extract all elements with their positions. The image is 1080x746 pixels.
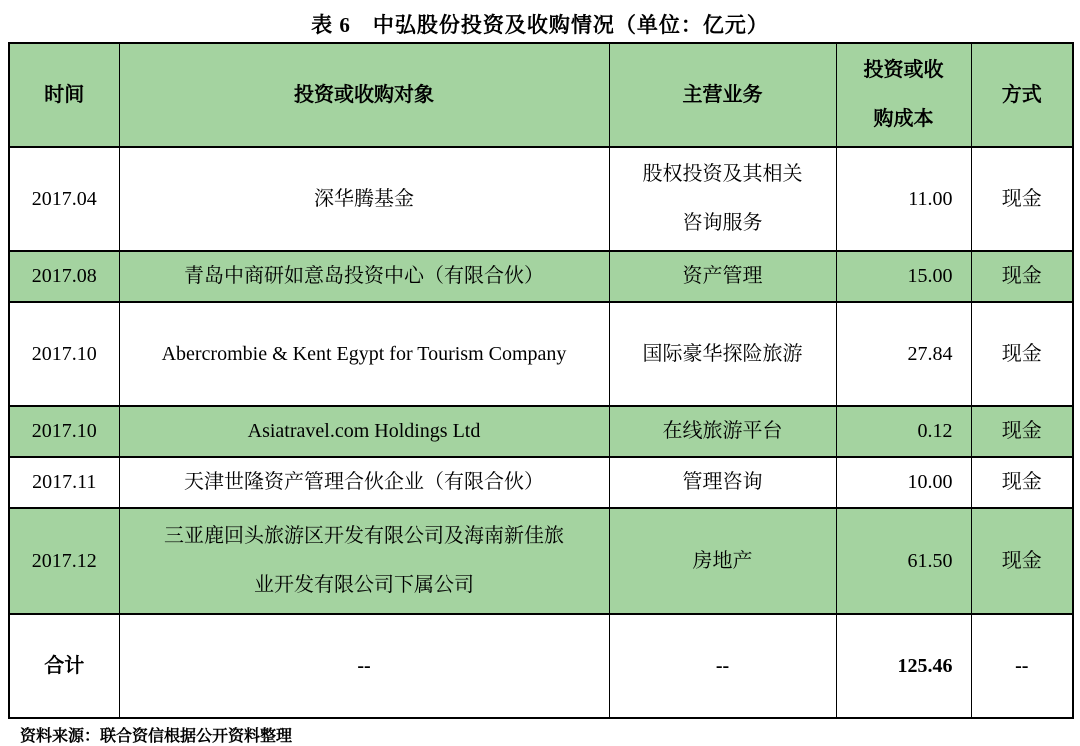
- header-row: [9, 43, 1073, 147]
- cell-time: 2017.08: [9, 251, 119, 302]
- cell-business: 管理咨询: [609, 457, 836, 508]
- table-row: [9, 457, 1073, 508]
- cell-business: 国际豪华探险旅游: [609, 302, 836, 406]
- total-label: 合计: [9, 614, 119, 718]
- cell-target: 青岛中商研如意岛投资中心（有限合伙）: [119, 251, 609, 302]
- table-row: [9, 508, 1073, 614]
- table-total: [9, 614, 1073, 718]
- table-header: [9, 43, 1073, 147]
- cell-target: Asiatravel.com Holdings Ltd: [119, 406, 609, 457]
- cell-cost: 61.50: [836, 508, 971, 614]
- cell-method: 现金: [971, 147, 1073, 251]
- total-row: [9, 614, 1073, 718]
- cell-method: 现金: [971, 251, 1073, 302]
- data-source-note: 资料来源：联合资信根据公开资料整理: [20, 728, 293, 745]
- table-row: [9, 251, 1073, 302]
- cell-cost: 27.84: [836, 302, 971, 406]
- header-target: 投资或收购对象: [119, 43, 609, 147]
- header-cost: 投资或收购成本: [836, 43, 971, 147]
- header-time: 时间: [9, 43, 119, 147]
- cell-time: 2017.11: [9, 457, 119, 508]
- total-target: --: [119, 614, 609, 718]
- cell-target: 天津世隆资产管理合伙企业（有限合伙）: [119, 457, 609, 508]
- cell-method: 现金: [971, 302, 1073, 406]
- cell-target: Abercrombie & Kent Egypt for Tourism Company: [119, 302, 609, 406]
- header-method: 方式: [971, 43, 1073, 147]
- cell-business: 房地产: [609, 508, 836, 614]
- cell-cost: 10.00: [836, 457, 971, 508]
- cell-business: 资产管理: [609, 251, 836, 302]
- cell-cost: 11.00: [836, 147, 971, 251]
- total-cost: 125.46: [836, 614, 971, 718]
- table-body: [9, 147, 1073, 614]
- cell-target: 三亚鹿回头旅游区开发有限公司及海南新佳旅业开发有限公司下属公司: [119, 508, 609, 614]
- header-business: 主营业务: [609, 43, 836, 147]
- table-title: 表 6 中弘股份投资及收购情况（单位：亿元）: [311, 13, 769, 37]
- cell-time: 2017.10: [9, 302, 119, 406]
- cell-time: 2017.12: [9, 508, 119, 614]
- cell-method: 现金: [971, 508, 1073, 614]
- cell-business: 股权投资及其相关咨询服务: [609, 147, 836, 251]
- table-row: [9, 147, 1073, 251]
- table-row: [9, 302, 1073, 406]
- total-business: --: [609, 614, 836, 718]
- cell-method: 现金: [971, 406, 1073, 457]
- cell-time: 2017.04: [9, 147, 119, 251]
- investment-table: [8, 42, 1074, 719]
- table-row: [9, 406, 1073, 457]
- cell-cost: 0.12: [836, 406, 971, 457]
- cell-time: 2017.10: [9, 406, 119, 457]
- cell-business: 在线旅游平台: [609, 406, 836, 457]
- cell-target: 深华腾基金: [119, 147, 609, 251]
- cell-method: 现金: [971, 457, 1073, 508]
- total-method: --: [971, 614, 1073, 718]
- cell-cost: 15.00: [836, 251, 971, 302]
